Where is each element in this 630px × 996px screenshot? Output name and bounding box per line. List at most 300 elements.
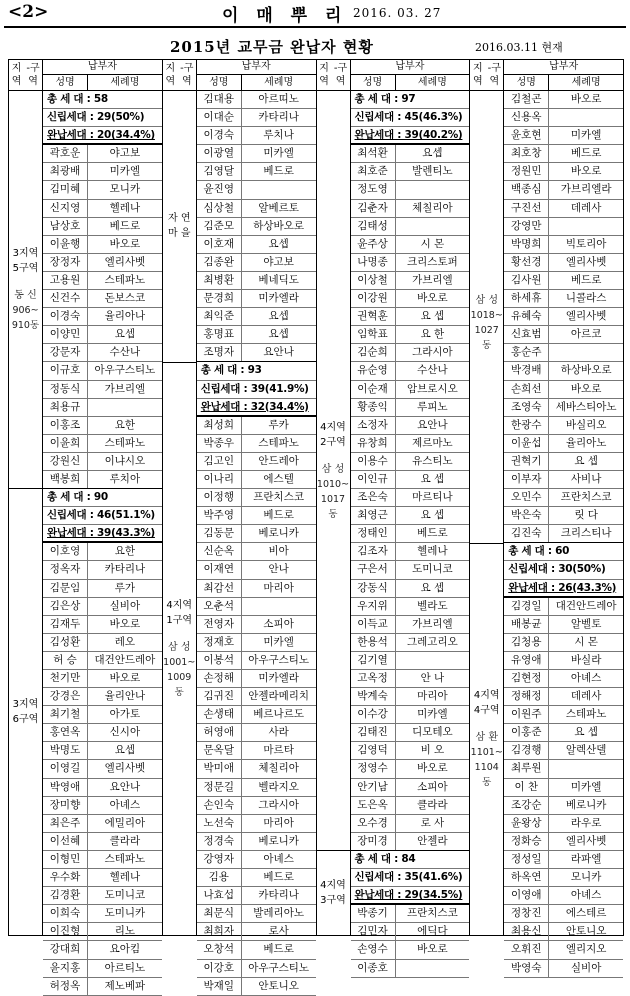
- baptismal-name: 요셉: [114, 744, 136, 757]
- baptismal-name: 루카: [268, 418, 289, 431]
- baptismal-name: 카타리나: [104, 563, 146, 576]
- payer-name: 김현정: [504, 670, 549, 687]
- table-row: [504, 362, 623, 380]
- payer-name: 장미경: [351, 833, 396, 850]
- page-title: 2015년 교무금 완납자 현황: [170, 38, 374, 56]
- region-name: 3지역: [12, 699, 39, 711]
- payer-name: 정재호: [197, 634, 242, 651]
- table-row: [504, 688, 623, 706]
- table-row: [43, 670, 162, 688]
- table-row: [43, 181, 162, 199]
- baptismal-name: 아녜스: [570, 672, 602, 684]
- table-row: [351, 326, 470, 344]
- payer-name: 이영애: [504, 887, 549, 904]
- payer-name: 조강순: [504, 797, 549, 814]
- baptismal-name: 베로니카: [565, 798, 607, 811]
- region-label: [163, 363, 196, 936]
- summary-row: [43, 109, 162, 127]
- payer-name: 윤주상: [351, 236, 396, 253]
- baptismal-name: 제노베파: [104, 979, 146, 992]
- baptismal-name: 실비아: [109, 599, 141, 612]
- table-row: [197, 236, 316, 254]
- baptismal-name: 베로니카: [258, 834, 299, 847]
- table-row: [504, 218, 623, 236]
- baptismal-name: 아녜스: [570, 889, 602, 902]
- baptismal-name: 요셉: [422, 147, 443, 160]
- payer-name: 이봉석: [197, 652, 242, 669]
- payer-name: 손인숙: [197, 797, 242, 814]
- summary-text: 신립세대 : 30(50%): [508, 563, 606, 576]
- table-row: [43, 218, 162, 236]
- payer-name: 홍순주: [504, 344, 549, 361]
- summary-text: 완납세대 : 26(43.3%): [508, 581, 617, 594]
- baptismal-name: 수산나: [417, 364, 448, 377]
- baptismal-name: 요셉: [114, 328, 136, 341]
- summary-text: 신립세대 : 46(51.1%): [47, 509, 155, 522]
- payer-name: 이경숙: [197, 127, 242, 144]
- baptismal-name: 엘리사벳: [104, 762, 146, 775]
- table-row: [504, 905, 623, 923]
- payer-name: 김재두: [43, 616, 88, 633]
- payer-name: 이형민: [43, 851, 88, 868]
- table-row: [351, 797, 470, 815]
- name-header: 성명: [197, 75, 242, 90]
- baptismal-name: 안토니오: [258, 979, 299, 992]
- table-row: [197, 145, 316, 163]
- payer-name: 최루원: [504, 760, 549, 777]
- baptismal-name: 바오로: [570, 382, 602, 395]
- table-row: [43, 742, 162, 760]
- baptismal-name: 클라라: [109, 834, 141, 847]
- baptismal-name: 그라시아: [258, 798, 299, 811]
- payer-name: 이재연: [197, 561, 242, 578]
- table-row: [351, 779, 470, 797]
- region-name: 4지역: [166, 599, 193, 611]
- baptismal-name: 요한: [114, 418, 136, 431]
- baptismal-name: 그라시아: [412, 346, 453, 359]
- table-row: [351, 652, 470, 670]
- payer-name: 김동문: [197, 525, 242, 542]
- table-row: [504, 760, 623, 778]
- baptismal-name: 안나: [268, 563, 289, 576]
- table-row: [351, 344, 470, 362]
- payer-name: 문옥달: [197, 742, 242, 759]
- payer-name: 도은옥: [351, 797, 396, 814]
- column-header: [163, 60, 316, 91]
- baptismal-name: 요셉: [268, 310, 289, 323]
- payer-name: 박명희: [504, 236, 549, 253]
- baptismal-name: 비 오: [420, 744, 445, 757]
- baptismal-name: 베로니카: [258, 527, 299, 540]
- payer-name: 김고인: [197, 453, 242, 470]
- baptismal-name: 요 셉: [420, 509, 445, 522]
- baptismal-name: 율리안나: [104, 690, 146, 703]
- payer-header: 납부자: [351, 60, 470, 75]
- payer-name: 황종익: [351, 399, 396, 416]
- table-row: [504, 109, 623, 127]
- baptismal-name: 루치아: [109, 472, 141, 485]
- table-row: [504, 941, 623, 959]
- table-row: [351, 163, 470, 181]
- payer-name: 정성일: [504, 851, 549, 868]
- payer-name: 유순영: [351, 362, 396, 379]
- baptismal-name: 미카엘: [417, 708, 448, 721]
- region-name: 4지역: [320, 880, 346, 892]
- payer-name: 유혜숙: [504, 308, 549, 325]
- payer-rows: [43, 91, 162, 992]
- table-row: [351, 236, 470, 254]
- payer-name: 최호창: [504, 145, 549, 162]
- payer-name: 최기철: [43, 706, 88, 723]
- payer-name: 최익준: [197, 308, 242, 325]
- baptismal-name: 베네딕도: [258, 273, 299, 286]
- table-row: [43, 978, 162, 996]
- summary-text: 완납세대 : 32(34.4%): [200, 400, 309, 413]
- table-row: [43, 652, 162, 670]
- payer-name: 조영숙: [504, 399, 549, 416]
- name-header: 성명: [504, 75, 549, 90]
- payer-name: 박종우: [197, 435, 242, 452]
- baptismal-name: 바오로: [109, 237, 141, 250]
- summary-row: [351, 91, 470, 109]
- table-row: [351, 543, 470, 561]
- table-row: [43, 923, 162, 941]
- baptismal-name: 프란치스코: [407, 907, 458, 920]
- payer-name: 홍명표: [197, 326, 242, 343]
- table-row: [43, 598, 162, 616]
- building-range: 1010~: [316, 478, 350, 490]
- summary-row: [351, 869, 470, 887]
- payer-name: 곽호운: [43, 145, 88, 162]
- table-row: [351, 525, 470, 543]
- payer-name: 조은숙: [351, 489, 396, 506]
- payer-name: 임학표: [351, 326, 396, 343]
- baptismal-name: 소피아: [417, 780, 448, 793]
- table-row: [351, 742, 470, 760]
- table-row: [504, 254, 623, 272]
- summary-row: [43, 525, 162, 543]
- baptismal-name: 베드로: [570, 273, 602, 286]
- baptismal-name: 요 셉: [574, 726, 598, 739]
- payer-name: 박종기: [351, 905, 396, 922]
- payer-name: 이종호: [351, 960, 396, 977]
- table-row: [43, 905, 162, 923]
- payer-name: 김경행: [504, 742, 549, 759]
- district-name: 1구역: [166, 614, 193, 626]
- baptismal-name: 스테파노: [104, 273, 146, 286]
- building-range: 1001~: [163, 656, 196, 668]
- summary-text: 총 세 대 : 84: [354, 852, 416, 865]
- table-row: [43, 851, 162, 869]
- baptismal-name: 아녜스: [263, 852, 294, 865]
- area-name: 삼 성: [475, 294, 498, 306]
- payer-header: 납부자: [43, 60, 162, 75]
- baptismal-name: 요 한: [420, 328, 445, 341]
- baptismal-name: 클라라: [417, 798, 448, 811]
- payer-name: 최감선: [197, 580, 242, 597]
- payer-name: 윤진영: [197, 181, 242, 198]
- payer-name: 손정해: [197, 670, 242, 687]
- baptismal-name: 베드로: [109, 219, 141, 232]
- table-row: [197, 200, 316, 218]
- baptismal-name: 안젤라메리치: [248, 690, 310, 703]
- table-row: [197, 417, 316, 435]
- summary-text: 완납세대 : 20(34.4%): [47, 129, 155, 142]
- baptismal-name: 알베르토: [258, 201, 299, 214]
- payer-name: 허 승: [43, 652, 88, 669]
- region-label: [163, 91, 196, 363]
- baptismal-name: [242, 598, 316, 615]
- payer-name: 박영숙: [504, 960, 549, 977]
- baptismal-name: 프란치스코: [253, 491, 304, 504]
- table-row: [197, 760, 316, 778]
- baptismal-name: 베드로: [417, 527, 448, 540]
- payer-name: 김성환: [43, 634, 88, 651]
- baptismal-name: 대건안드레아: [555, 599, 617, 612]
- payer-name: 박계숙: [351, 688, 396, 705]
- table-row: [351, 598, 470, 616]
- region-header: 지역 -구역: [317, 60, 351, 90]
- table-row: [351, 200, 470, 218]
- district-name: 2구역: [320, 436, 346, 448]
- payer-name: 김태진: [351, 724, 396, 741]
- payer-name: 김대용: [197, 91, 242, 108]
- baptismal-header: 세례명: [571, 77, 601, 88]
- summary-row: [504, 561, 623, 579]
- region-column: [163, 91, 197, 935]
- baptismal-name: 데레사: [570, 201, 602, 214]
- baptismal-name: 야고보: [263, 255, 294, 268]
- payer-name: 문경희: [197, 290, 242, 307]
- payer-name: 이부자: [504, 471, 549, 488]
- payer-name: 구진선: [504, 200, 549, 217]
- payer-name: 최은주: [43, 815, 88, 832]
- baptismal-name: [88, 399, 162, 416]
- table-row: [197, 109, 316, 127]
- payer-name: 신용옥: [504, 109, 549, 126]
- baptismal-name: 라우로: [570, 816, 602, 829]
- table-row: [351, 381, 470, 399]
- baptismal-name: 마리아: [417, 690, 448, 703]
- baptismal-name: 아르띠노: [258, 93, 299, 105]
- table-row: [504, 779, 623, 797]
- table-row: [43, 381, 162, 399]
- table-row: [504, 163, 623, 181]
- payer-name: 박영애: [43, 779, 88, 796]
- table-row: [197, 833, 316, 851]
- payer-name: 이희숙: [43, 905, 88, 922]
- area-name: 삼 성: [321, 463, 345, 475]
- baptismal-name: 가브리엘라: [560, 183, 612, 196]
- payer-name: 강동식: [351, 580, 396, 597]
- baptismal-name: 요안나: [417, 418, 448, 431]
- payer-name: 김조자: [351, 543, 396, 560]
- payer-name: 남상호: [43, 218, 88, 235]
- baptismal-name: 돈보스코: [104, 292, 146, 305]
- table-row: [43, 435, 162, 453]
- payer-name: 강원신: [43, 453, 88, 470]
- payer-name: 이홍조: [43, 417, 88, 434]
- issue-date: 2016. 03. 27: [353, 6, 442, 20]
- summary-text: 총 세 대 : 93: [200, 364, 262, 377]
- baptismal-name: 미카엘라: [258, 292, 299, 305]
- payer-name: 이호재: [197, 236, 242, 253]
- payer-name: 허정옥: [43, 978, 88, 995]
- payer-name: 손생태: [197, 706, 242, 723]
- baptismal-name: 레오: [114, 635, 136, 648]
- payer-name: 이인규: [351, 471, 396, 488]
- table-row: [351, 561, 470, 579]
- payer-header: 납부자: [197, 60, 316, 75]
- table-row: [351, 453, 470, 471]
- region-column: [317, 91, 351, 935]
- baptismal-name: 스테파노: [104, 852, 146, 865]
- baptismal-name: 루가: [114, 581, 136, 594]
- payer-name: 강영만: [504, 218, 549, 235]
- baptismal-name: 아우구스티노: [248, 653, 310, 666]
- baptismal-name: 알렉산델: [565, 744, 607, 757]
- baptismal-name: 루치나: [263, 129, 294, 142]
- baptismal-name: 미카엘: [570, 129, 602, 142]
- summary-text: 신립세대 : 29(50%): [47, 111, 145, 124]
- baptismal-name: 시 몬: [420, 237, 445, 250]
- baptismal-name: 모니카: [109, 183, 141, 196]
- table-row: [197, 887, 316, 905]
- summary-row: [351, 851, 470, 869]
- table-row: [197, 797, 316, 815]
- baptismal-name: 비아: [268, 545, 289, 558]
- table-row: [504, 833, 623, 851]
- baptismal-name: 안토니오: [565, 925, 607, 938]
- baptismal-name: 그레고리오: [407, 635, 458, 648]
- payer-name: 고용원: [43, 272, 88, 289]
- payer-name: 정도영: [351, 181, 396, 198]
- table-row: [504, 616, 623, 634]
- publication-name: 이 매 뿌 리: [222, 6, 348, 26]
- payer-name: 정해정: [504, 688, 549, 705]
- table-row: [197, 344, 316, 362]
- baptismal-name: 미카엘: [109, 165, 141, 178]
- payer-name: 구은서: [351, 561, 396, 578]
- baptismal-name: 마리아: [263, 816, 294, 829]
- payer-name: 김기열: [351, 652, 396, 669]
- table-row: [197, 616, 316, 634]
- table-row: [351, 616, 470, 634]
- baptismal-name: [396, 652, 470, 669]
- area-name: 삼 환: [475, 732, 498, 744]
- payer-name: 이강호: [197, 960, 242, 977]
- table-row: [351, 706, 470, 724]
- payer-name: 정옥자: [43, 561, 88, 578]
- baptismal-name: [549, 344, 623, 361]
- baptismal-name: 아르코: [570, 328, 602, 341]
- payer-name: 하옥연: [504, 869, 549, 886]
- table-row: [197, 91, 316, 109]
- column-header: [470, 60, 623, 91]
- table-row: [43, 634, 162, 652]
- baptismal-name: 가브리엘: [412, 617, 453, 630]
- payer-name: 김영달: [197, 163, 242, 180]
- baptismal-name: 베드로: [570, 147, 602, 160]
- region-label: [9, 91, 42, 489]
- baptismal-name: 에스테르: [565, 907, 607, 920]
- baptismal-name: 요안나: [263, 346, 294, 359]
- payer-name: 신지영: [43, 200, 88, 217]
- table-row: [351, 308, 470, 326]
- table-row: [43, 471, 162, 489]
- summary-row: [197, 399, 316, 417]
- payer-name: 최용규: [43, 399, 88, 416]
- payer-name: 오춘석: [197, 598, 242, 615]
- region-label: [470, 91, 503, 544]
- payer-name: 최석환: [351, 145, 396, 162]
- payer-name: 강문자: [43, 344, 88, 361]
- district-name: 마 을: [168, 228, 191, 240]
- baptismal-name: 마리아: [263, 581, 294, 594]
- table-row: [197, 724, 316, 742]
- baptismal-name: 바오로: [109, 617, 141, 630]
- baptismal-name: 이냐시오: [104, 454, 146, 467]
- baptismal-name: 헬레나: [417, 545, 448, 558]
- baptismal-name: 베드로: [263, 165, 294, 178]
- baptismal-name: 라파엘: [570, 852, 602, 865]
- baptismal-name: 빅토리아: [565, 237, 607, 250]
- payer-name: 이경숙: [43, 308, 88, 325]
- payer-name: 나명종: [351, 254, 396, 271]
- baptismal-name: 요셉: [268, 237, 289, 250]
- table-row: [351, 362, 470, 380]
- region-label: [470, 544, 503, 936]
- payer-name: 이강원: [351, 290, 396, 307]
- table-row: [504, 344, 623, 362]
- table-row: [504, 290, 623, 308]
- payer-rows: [351, 91, 470, 974]
- payer-name: 김청용: [504, 634, 549, 651]
- baptismal-name: 유스티노: [412, 454, 453, 467]
- baptismal-name: 요안나: [109, 780, 141, 793]
- table-row: [43, 417, 162, 435]
- summary-text: 신립세대 : 35(41.6%): [354, 871, 463, 884]
- payer-name: 손영수: [351, 941, 396, 958]
- table-row: [43, 399, 162, 417]
- baptismal-name: 루피노: [417, 400, 448, 413]
- payer-name: 정원민: [504, 163, 549, 180]
- table-row: [197, 181, 316, 199]
- summary-row: [504, 543, 623, 561]
- payer-name: 이선혜: [43, 833, 88, 850]
- table-row: [197, 905, 316, 923]
- baptismal-name: 로사: [268, 925, 289, 938]
- region-name: 3지역: [12, 248, 39, 260]
- payer-name: 이진형: [43, 923, 88, 940]
- baptismal-name: 율리아나: [104, 310, 146, 323]
- table-row: [351, 760, 470, 778]
- payer-name: 김귀진: [197, 688, 242, 705]
- payer-name: 김진숙: [504, 525, 549, 542]
- payer-name: 김춘자: [351, 200, 396, 217]
- baptismal-name: 시 몬: [574, 635, 598, 648]
- payer-name: 장미향: [43, 797, 88, 814]
- payer-name: 정영수: [351, 760, 396, 777]
- summary-text: 완납세대 : 39(40.2%): [354, 129, 463, 142]
- table-row: [197, 163, 316, 181]
- region-header: 지역 -구역: [163, 60, 197, 90]
- baptismal-name: 요아킴: [109, 943, 141, 956]
- baptismal-name: 실비아: [570, 961, 602, 974]
- payer-name: 이광열: [197, 145, 242, 162]
- baptismal-name: 아녜스: [109, 798, 141, 811]
- table-row: [351, 272, 470, 290]
